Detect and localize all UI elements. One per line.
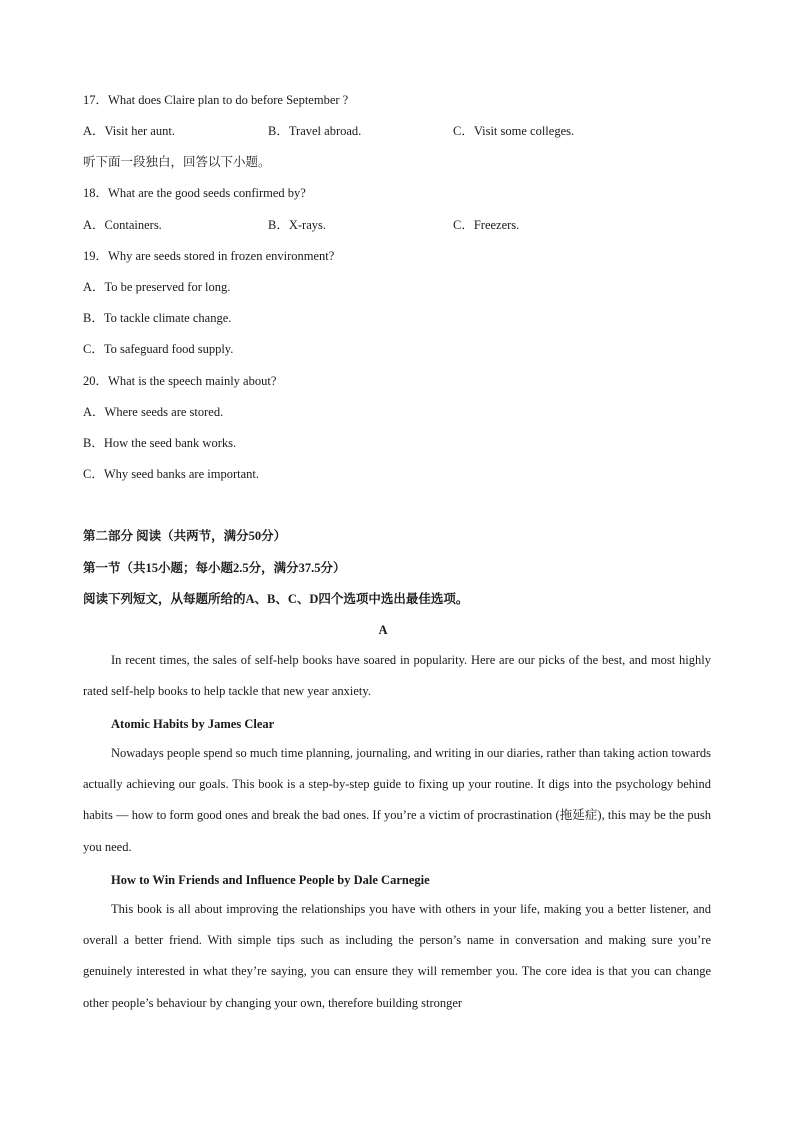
question-number: 18． xyxy=(83,186,109,200)
option-c: C．Freezers. xyxy=(453,218,520,232)
question-number: 20． xyxy=(83,374,109,388)
book-description: This book is all about improving the relationships you have with others in your life, making you a better listener, and overall a better friend. With simple tips such as including the person’s name in conversation and making sure you’re genuinely interested in what they’re saying, you can ensure they will remember you. The core idea is that you can change other people’s behaviour by changing your own, therefore building stronger xyxy=(83,902,711,1010)
option-b: B．How the seed bank works. xyxy=(83,436,237,450)
question-17 xyxy=(83,92,348,108)
book-title: Atomic Habits by James Clear xyxy=(111,717,275,731)
option-b: B．Travel abroad. xyxy=(268,124,362,138)
option-b: B．To tackle climate change. xyxy=(83,311,232,325)
option-a: A．Visit her aunt. xyxy=(83,124,175,138)
question-text: What are the good seeds confirmed by? xyxy=(108,186,306,200)
question-text: Why are seeds stored in frozen environment? xyxy=(108,249,335,263)
listening-instruction: 听下面一段独白，回答以下小题。 xyxy=(83,155,271,169)
question-text: What is the speech mainly about? xyxy=(108,374,277,388)
book-title: How to Win Friends and Influence People by Dale Carnegie xyxy=(111,873,430,887)
option-a: A．Where seeds are stored. xyxy=(83,405,224,419)
option-c: C．Why seed banks are important. xyxy=(83,467,259,481)
part-title: 第二部分 阅读（共两节，满分50分） xyxy=(83,529,287,543)
option-b: B．X-rays. xyxy=(268,218,326,232)
option-c: C．To safeguard food supply. xyxy=(83,342,234,356)
passage-intro: In recent times, the sales of self-help books have soared in popularity. Here are our picks of the best, and most highly rated self-help books to help tackle that new year anxiety. xyxy=(83,653,711,699)
option-c: C．Visit some colleges. xyxy=(453,124,575,138)
question-19 xyxy=(83,248,334,264)
option-a: A．To be preserved for long. xyxy=(83,280,231,294)
question-number: 17． xyxy=(83,93,109,107)
option-a: A．Containers. xyxy=(83,218,162,232)
book-description: Nowadays people spend so much time planning, journaling, and writing in our diaries, rather than taking action towards actually achieving our goals. This book is a step-by-step guide to fixing up your routine. It digs into the psychology behind habits — how to form good ones and break the bad ones. If you’re a victim of procrastination (拖延症), this may be the push you need. xyxy=(83,746,711,854)
subsection-title: 第一节（共15小题；每小题2.5分，满分37.5分） xyxy=(83,561,346,575)
question-18 xyxy=(83,185,306,201)
reading-instruction: 阅读下列短文，从每题所给的A、B、C、D四个选项中选出最佳选项。 xyxy=(83,592,469,606)
question-20 xyxy=(83,373,276,389)
passage-label: A xyxy=(378,623,388,637)
question-text: What does Claire plan to do before September ? xyxy=(108,93,349,107)
question-number: 19． xyxy=(83,249,109,263)
